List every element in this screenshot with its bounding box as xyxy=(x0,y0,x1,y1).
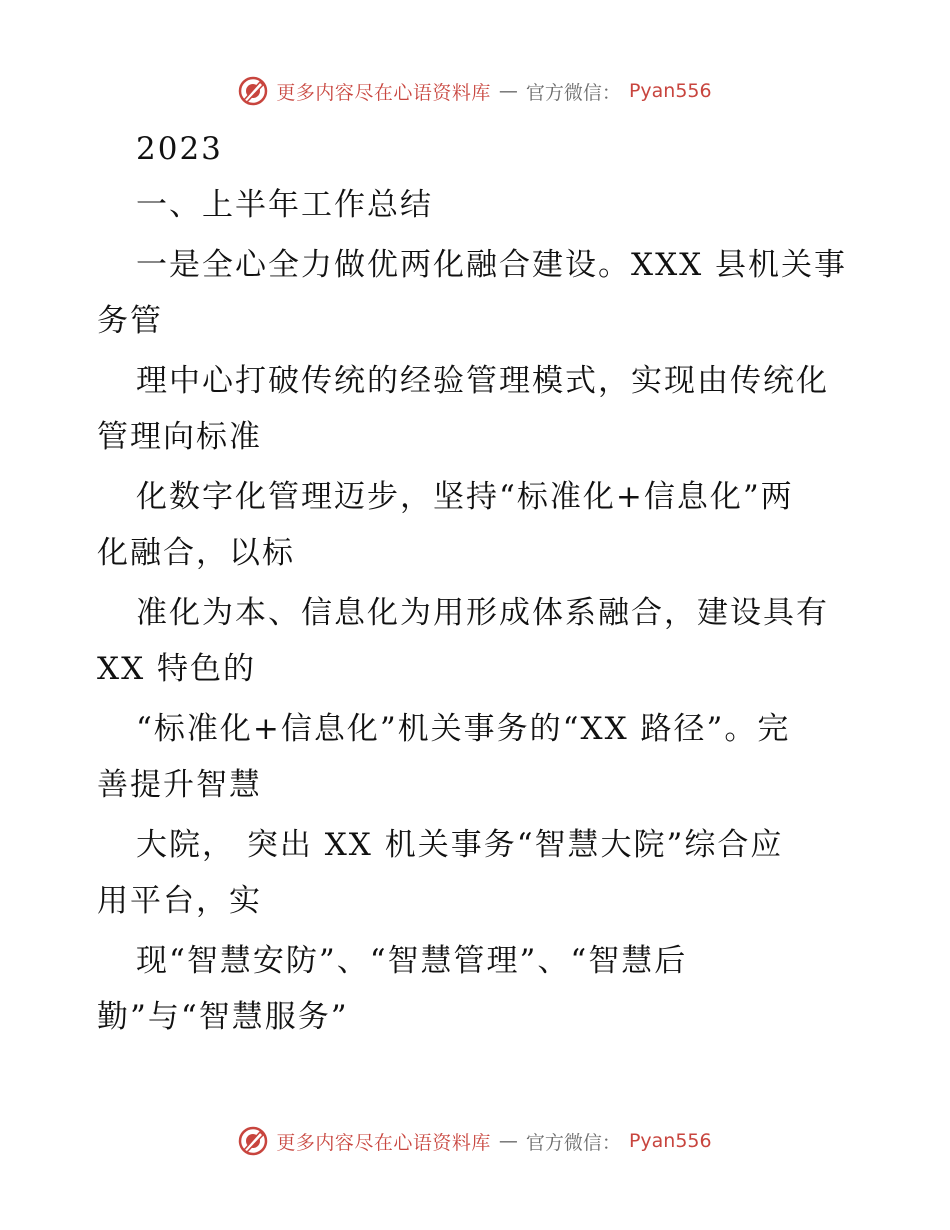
doc-line: 现“智慧安防”、“智慧管理”、“智慧后 xyxy=(136,943,688,979)
doc-line: 一是全心全力做优两化融合建设。XXX 县机关事 xyxy=(136,247,848,283)
doc-line: XX 特色的 xyxy=(97,651,256,687)
header-watermark xyxy=(0,71,950,111)
watermark-separator: — xyxy=(498,80,518,102)
quill-logo-icon xyxy=(238,76,268,106)
doc-line: 化数字化管理迈步，坚持“标准化+信息化”两 xyxy=(136,479,794,515)
footer-watermark xyxy=(0,1121,950,1161)
watermark-site-text: 更多内容尽在心语资料库 xyxy=(276,81,491,104)
doc-line: 勤”与“智慧服务” xyxy=(97,999,349,1035)
doc-line: 理中心打破传统的经验管理模式，实现由传统化 xyxy=(136,363,829,399)
watermark-wechat-id: Pyan556 xyxy=(628,1130,712,1152)
doc-line-heading: 一、上半年工作总结 xyxy=(136,187,433,223)
watermark-site-text: 更多内容尽在心语资料库 xyxy=(276,1131,491,1154)
doc-line: 化融合，以标 xyxy=(97,535,295,571)
watermark-wechat-id: Pyan556 xyxy=(628,80,712,102)
doc-line: 大院， 突出 XX 机关事务“智慧大院”综合应 xyxy=(136,827,784,863)
watermark-separator: — xyxy=(498,1130,518,1152)
doc-line: “标准化+信息化”机关事务的“XX 路径”。完 xyxy=(136,711,791,747)
doc-line: 准化为本、信息化为用形成体系融合，建设具有 xyxy=(136,595,829,631)
doc-line: 管理向标准 xyxy=(97,419,262,455)
quill-logo-icon xyxy=(238,1126,268,1156)
doc-line: 用平台，实 xyxy=(97,883,262,919)
doc-line: 务管 xyxy=(97,303,163,339)
watermark-official-label: 官方微信： xyxy=(525,1131,621,1154)
doc-line: 善提升智慧 xyxy=(97,767,262,803)
watermark-official-label: 官方微信： xyxy=(525,81,621,104)
doc-line-year: 2023 xyxy=(136,131,223,167)
